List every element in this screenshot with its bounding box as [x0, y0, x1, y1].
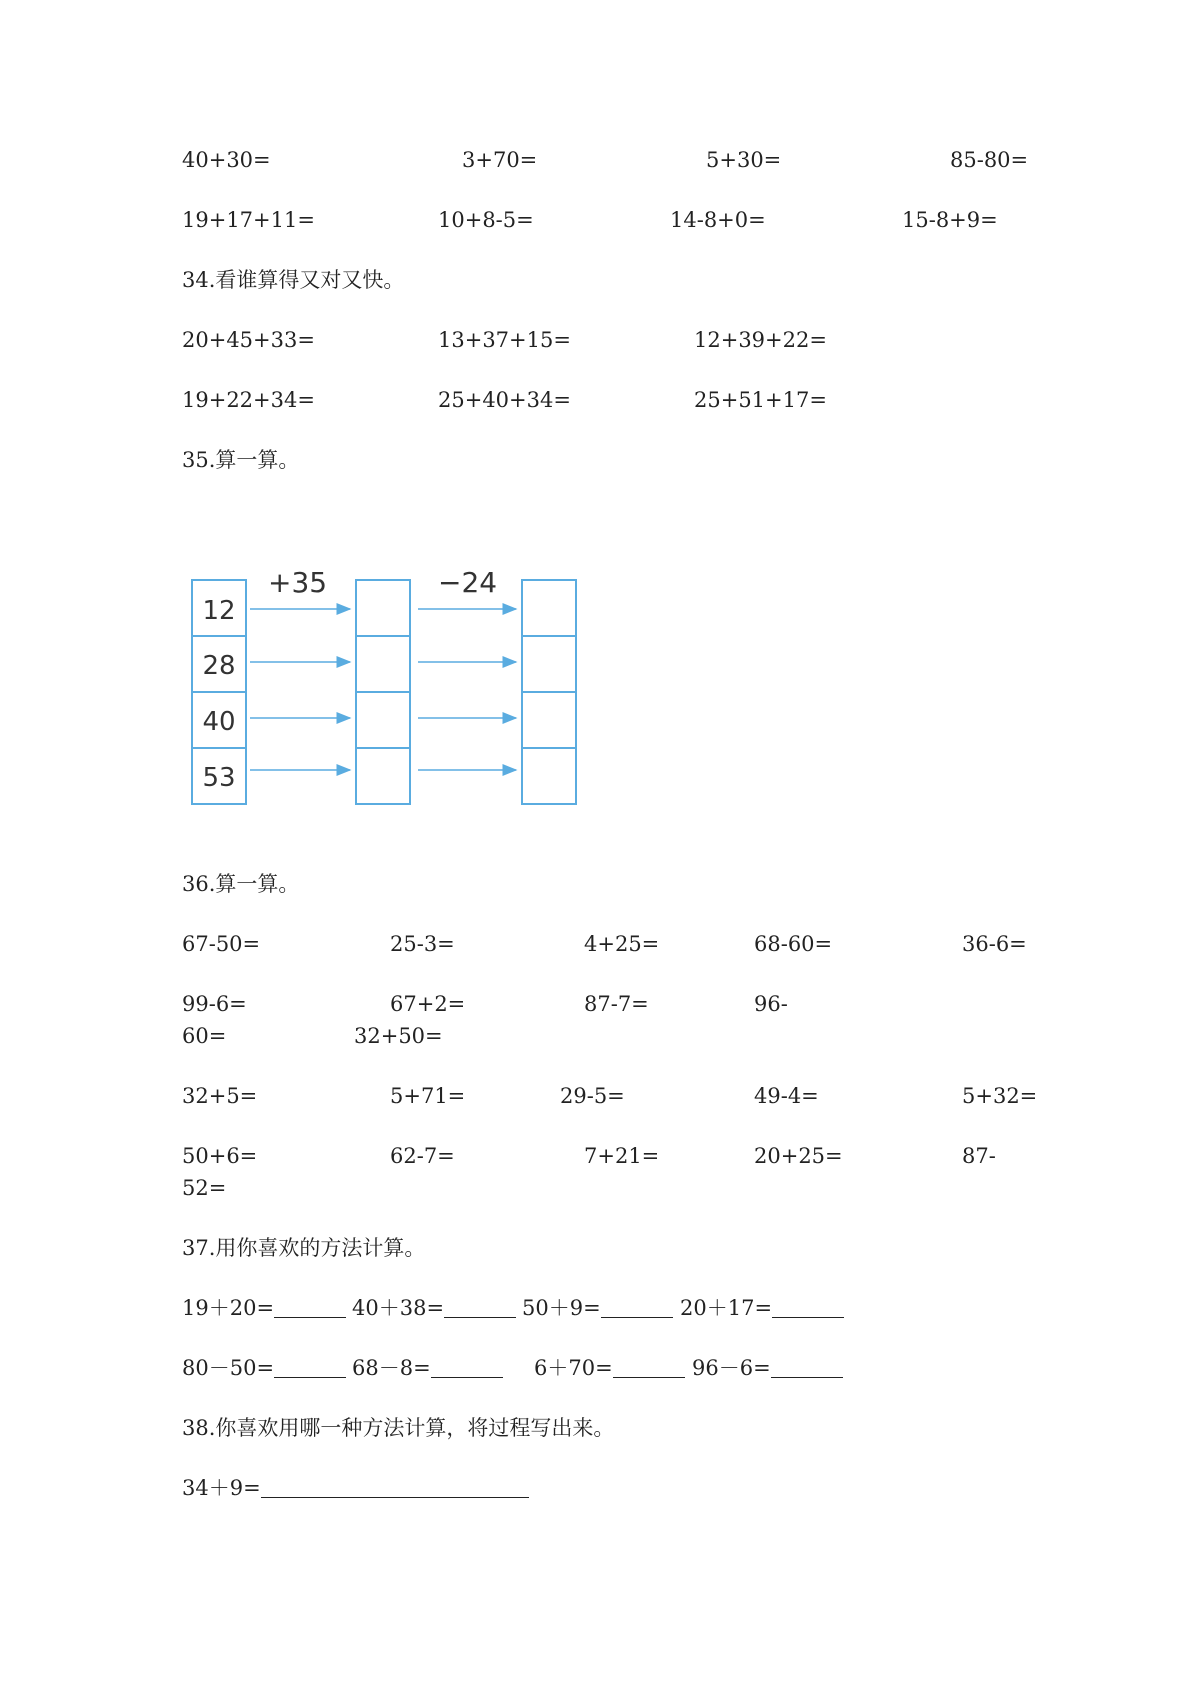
operation-label-1: +35 [268, 566, 328, 599]
expr: 19+22+34= [182, 388, 315, 412]
expr: 25-3= [390, 932, 455, 956]
expr: 67+2= [390, 992, 466, 1016]
fill-in-expr: 6＋70= [534, 1358, 685, 1379]
expr: 20+25= [754, 1144, 843, 1168]
expr: 5+30= [706, 148, 782, 172]
expr: 12+39+22= [694, 328, 827, 352]
expr: 52= [182, 1176, 227, 1200]
fill-in-expr: 80－50= [182, 1358, 346, 1379]
input-number: 12 [202, 596, 236, 626]
operation-label-2: −24 [438, 566, 498, 599]
expr: 29-5= [560, 1084, 625, 1108]
fill-in-expr: 68－8= [352, 1358, 503, 1379]
answer-blank[interactable] [274, 1359, 346, 1378]
expr: 3+70= [462, 148, 538, 172]
expr: 13+37+15= [438, 328, 571, 352]
answer-blank[interactable] [601, 1299, 673, 1318]
answer-blank[interactable] [613, 1359, 685, 1378]
expr: 25+40+34= [438, 388, 571, 412]
expr: 36-6= [962, 932, 1027, 956]
expr: 99-6= [182, 992, 247, 1016]
fill-in-expr: 19＋20= [182, 1298, 346, 1319]
expr: 14-8+0= [670, 208, 766, 232]
expr: 96- [754, 992, 788, 1016]
answer-blank[interactable] [444, 1299, 516, 1318]
answer-blank[interactable] [771, 1359, 843, 1378]
answer-blank[interactable] [274, 1299, 346, 1318]
expr: 67-50= [182, 932, 261, 956]
expr: 7+21= [584, 1144, 660, 1168]
expr: 32+50= [354, 1024, 443, 1048]
question-35-title: 35.算一算。 [182, 448, 300, 472]
input-number: 40 [202, 707, 236, 737]
fill-in-expr: 20＋17= [680, 1298, 844, 1319]
expr: 4+25= [584, 932, 660, 956]
expr: 10+8-5= [438, 208, 534, 232]
expr: 68-60= [754, 932, 833, 956]
expr: 49-4= [754, 1084, 819, 1108]
expr: 25+51+17= [694, 388, 827, 412]
answer-blank[interactable] [261, 1479, 529, 1498]
answer-blank[interactable] [431, 1359, 503, 1378]
expr: 5+71= [390, 1084, 466, 1108]
input-number: 28 [202, 651, 236, 681]
expr: 62-7= [390, 1144, 455, 1168]
expr: 15-8+9= [902, 208, 998, 232]
question-38-title: 38.你喜欢用哪一种方法计算，将过程写出来。 [182, 1416, 615, 1440]
fill-in-expr: 34＋9= [182, 1478, 529, 1499]
expr: 50+6= [182, 1144, 258, 1168]
expr: 85-80= [950, 148, 1029, 172]
expr: 20+45+33= [182, 328, 315, 352]
question-36-title: 36.算一算。 [182, 872, 300, 896]
question-37-title: 37.用你喜欢的方法计算。 [182, 1236, 426, 1260]
calculation-flow-diagram [186, 560, 588, 810]
fill-in-expr: 50＋9= [522, 1298, 673, 1319]
expr: 60= [182, 1024, 227, 1048]
question-34-title: 34.看谁算得又对又快。 [182, 268, 405, 292]
expr: 40+30= [182, 148, 271, 172]
expr: 19+17+11= [182, 208, 315, 232]
fill-in-expr: 96－6= [692, 1358, 843, 1379]
expr: 32+5= [182, 1084, 258, 1108]
fill-in-expr: 40＋38= [352, 1298, 516, 1319]
input-number: 53 [202, 763, 236, 793]
expr: 87- [962, 1144, 996, 1168]
expr: 5+32= [962, 1084, 1038, 1108]
expr: 87-7= [584, 992, 649, 1016]
answer-blank[interactable] [772, 1299, 844, 1318]
